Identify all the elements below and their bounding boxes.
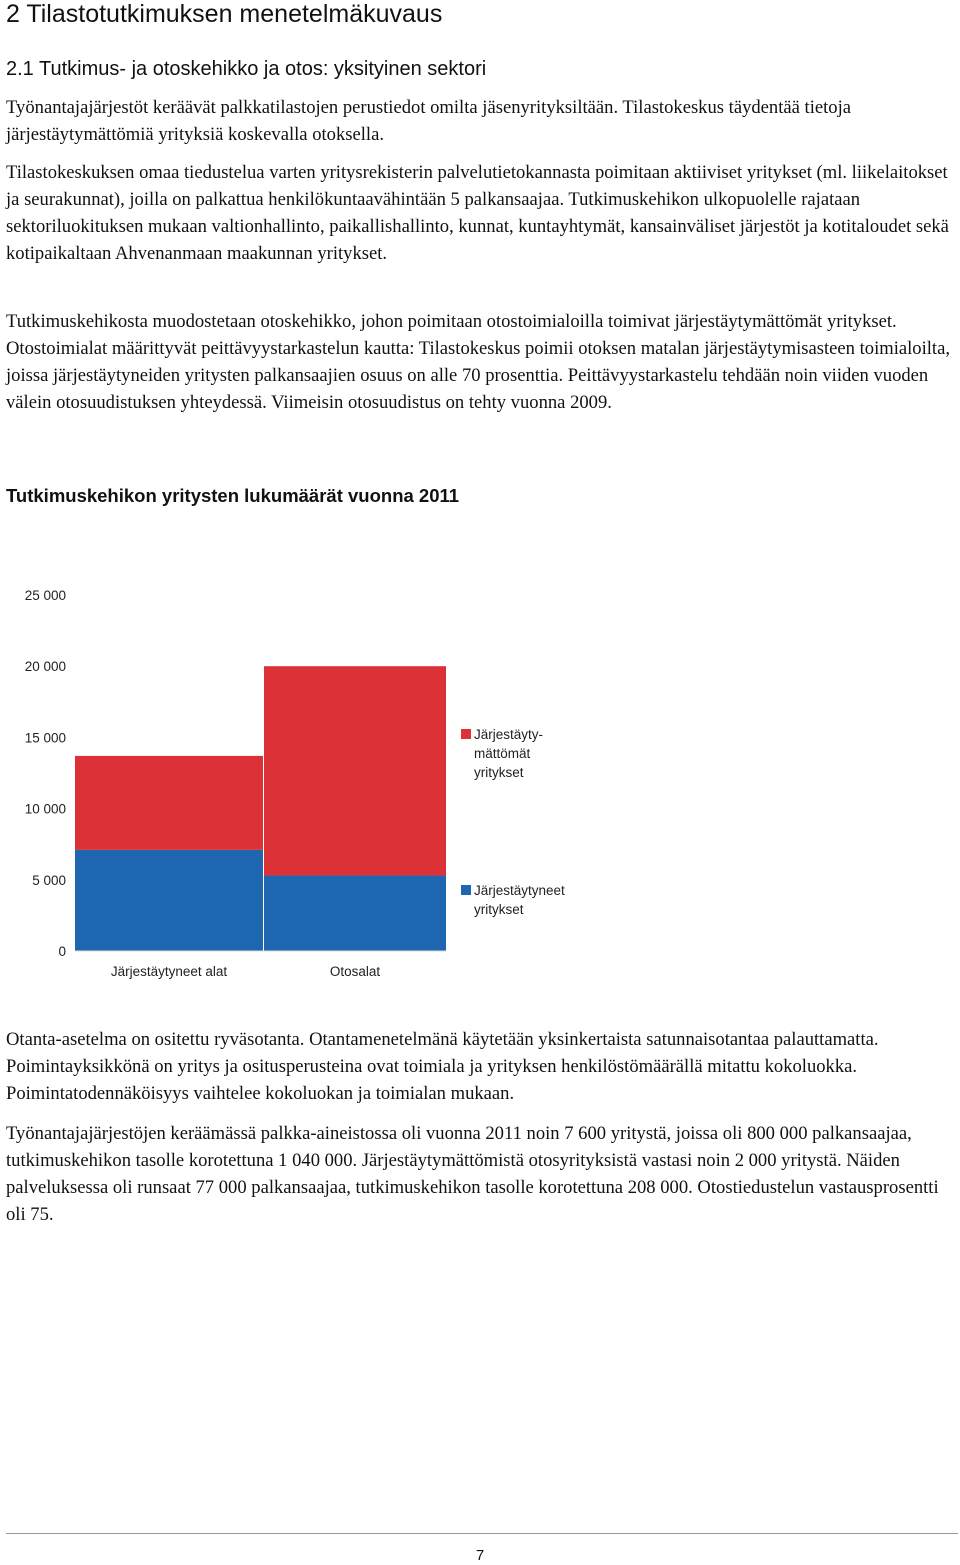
bar-segment-organized <box>75 850 263 951</box>
bar-segment-unorganized <box>75 756 263 850</box>
x-category-label: Järjestäytyneet alat <box>110 964 228 979</box>
chart-title: Tutkimuskehikon yritysten lukumäärät vuonna 2011 <box>6 485 460 506</box>
footer-divider <box>6 1533 958 1534</box>
stacked-bar-chart <box>0 570 960 990</box>
page-number: 7 <box>475 1547 485 1564</box>
legend-label: yritykset <box>474 902 524 917</box>
section-subheading: 2.1 Tutkimus- ja otoskehikko ja otos: yksityinen sektori <box>6 58 487 80</box>
y-tick-label: 20 000 <box>24 659 66 675</box>
y-tick-label: 25 000 <box>24 588 66 603</box>
legend-swatch <box>461 729 471 739</box>
y-tick-label: 10 000 <box>24 801 66 817</box>
y-tick-label: 5 000 <box>32 872 66 888</box>
paragraph-sampling-frame: Tutkimuskehikosta muodostetaan otoskehikko, johon poimitaan otostoimialoilla toimivat järjestäytymättömät yritykset. Otostoimialat määrittyvät peittävyystarkastelun kautta: Tilastokeskus poimii otoksen matalan järjestäytymisasteen toimialoilta, joissa järjestäytyneiden yritysten palkansaajien osuus on alle 70 prosenttia. Peittävyystarkastelu tehdään noin viiden vuoden välein otosuudistuksen yhteydessä. Viimeisin otosuudistus on tehty vuonna 2009. <box>6 311 950 413</box>
y-axis-ticks <box>25 588 66 959</box>
paragraph-intro: Työnantajajärjestöt keräävät palkkatilastojen perustiedot omilta jäsenyrityksiltään. Tilastokeskus täydentää tietoja järjestäytymättömiä yrityksiä koskevalla otoksella. <box>6 97 852 145</box>
bar-segment-unorganized <box>264 666 446 875</box>
legend-label: Järjestäyty- <box>474 727 544 742</box>
paragraph-frame: Tilastokeskuksen omaa tiedustelua varten yritysrekisterin palvelutietokannasta poimitaan aktiiviset yritykset (ml. liikelaitokset ja seurakunnat), joilla on palkattua henkilökuntaavähintään 5 palkansaajaa. Tutkimuskehikon ulkopuolelle rajataan sektoriluokituksen mukaan valtionhallinto, paikallishallinto, kunnat, kuntayhtymät, kansainväliset järjestöt ja kotitaloudet sekä kotipaikaltaan Ahvenanmaan maakunnan yritykset. <box>6 162 949 264</box>
x-axis-categories <box>111 964 381 979</box>
legend-label: Järjestäytyneet <box>474 883 565 898</box>
legend-swatch <box>461 885 471 895</box>
y-tick-label: 15 000 <box>24 730 66 746</box>
paragraph-data-2011: Työnantajajärjestöjen keräämässä palkka-aineistossa oli vuonna 2011 noin 7 600 yritystä, joissa oli 800 000 palkansaajaa, tutkimuskehikon tasolle korotettuna 1 040 000. Järjestäytymättömistä otosyrityksistä vastasi noin 2 000 yritystä. Näiden palveluksessa oli runsaat 77 000 palkansaajaa, tutkimuskehikon tasolle korotettuna 208 000. Otostiedustelun vastausprosentti oli 75. <box>6 1123 939 1225</box>
legend-label: yritykset <box>474 765 524 780</box>
legend-label: mättömät <box>474 746 531 761</box>
x-category-label: Otosalat <box>329 964 381 979</box>
chart-bars <box>75 666 446 951</box>
bar-segment-organized <box>264 876 446 951</box>
paragraph-sampling-design: Otanta-asetelma on ositettu ryväsotanta. Otantamenetelmänä käytetään yksinkertaista satunnaisotantaa palauttamatta. Poimintayksikkönä on yritys ja ositusperusteina ovat toimiala ja yrityksen henkilöstömäärällä mitattu kokoluokka. Poimintatodennäköisyys vaihtelee kokoluokan ja toimialan mukaan. <box>6 1029 879 1104</box>
y-tick-label: 0 <box>58 944 66 959</box>
chart-legend <box>461 727 565 917</box>
page-heading: 2 Tilastotutkimuksen menetelmäkuvaus <box>6 0 443 28</box>
